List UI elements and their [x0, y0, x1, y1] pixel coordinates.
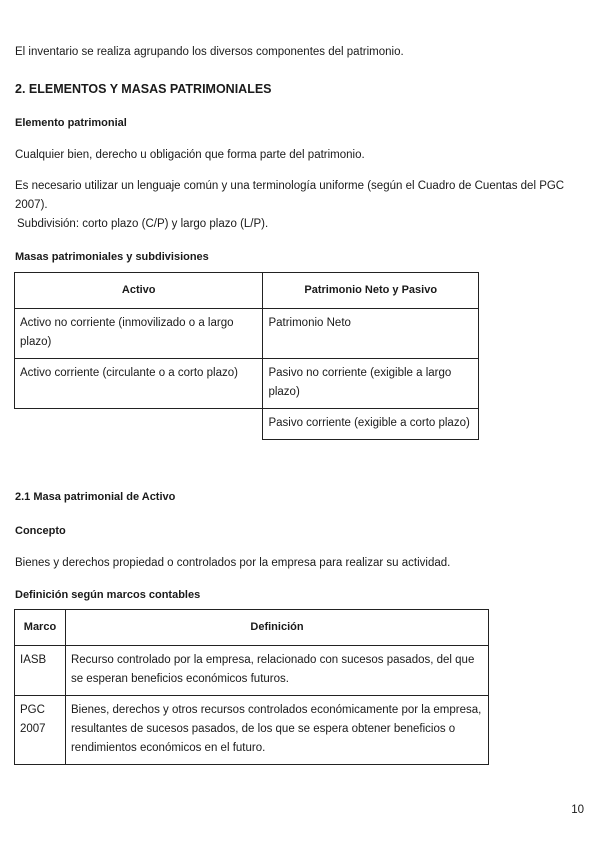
table-row — [15, 646, 489, 696]
table-cell: Pasivo corriente (exigible a corto plazo) — [263, 409, 479, 440]
table-cell: Bienes, derechos y otros recursos controlados económicamente por la empresa, resultantes de sucesos pasados, de los que se espera obtener beneficios o rendimientos económicos en el futuro. — [65, 696, 488, 765]
elemento-definition: Cualquier bien, derecho u obligación que forma parte del patrimonio. — [15, 149, 365, 161]
table-cell: Pasivo no corriente (exigible a largo plazo) — [263, 359, 479, 409]
definicion-heading: Definición según marcos contables — [15, 589, 201, 601]
table-header-cell: Definición — [65, 610, 488, 646]
table-cell: Patrimonio Neto — [263, 309, 479, 359]
table-row — [15, 409, 479, 440]
definicion-table — [14, 609, 489, 765]
subdivision-line: Subdivisión: corto plazo (C/P) y largo plazo (L/P). — [17, 218, 269, 230]
intro-paragraph: El inventario se realiza agrupando los diversos componentes del patrimonio. — [15, 46, 404, 58]
table-cell: IASB — [15, 646, 66, 696]
table-cell: PGC 2007 — [15, 696, 66, 765]
table-header-row — [15, 610, 489, 646]
table-header-cell: Marco — [15, 610, 66, 646]
empty-cell — [15, 409, 263, 440]
table-header-cell: Patrimonio Neto y Pasivo — [263, 273, 479, 309]
lenguaje-paragraph: Es necesario utilizar un lenguaje común y una terminología uniforme (según el Cuadro de Cuentas del PGC 2007). — [15, 180, 565, 211]
concepto-heading: Concepto — [15, 525, 66, 537]
table-cell: Activo corriente (circulante o a corto plazo) — [15, 359, 263, 409]
table-row — [15, 696, 489, 765]
concepto-text: Bienes y derechos propiedad o controlados por la empresa para realizar su actividad. — [15, 557, 451, 569]
table-row — [15, 309, 479, 359]
masas-heading: Masas patrimoniales y subdivisiones — [15, 251, 209, 263]
page-number: 10 — [571, 804, 584, 816]
table-header-cell: Activo — [15, 273, 263, 309]
elemento-heading: Elemento patrimonial — [15, 117, 127, 129]
section-2-title: 2. ELEMENTOS Y MASAS PATRIMONIALES — [15, 82, 272, 96]
table-cell: Recurso controlado por la empresa, relacionado con sucesos pasados, del que se esperan beneficios económicos futuros. — [65, 646, 488, 696]
table-cell: Activo no corriente (inmovilizado o a largo plazo) — [15, 309, 263, 359]
masas-table — [14, 272, 479, 440]
table-row — [15, 359, 479, 409]
section-2-1-title: 2.1 Masa patrimonial de Activo — [15, 491, 176, 503]
table-header-row — [15, 273, 479, 309]
